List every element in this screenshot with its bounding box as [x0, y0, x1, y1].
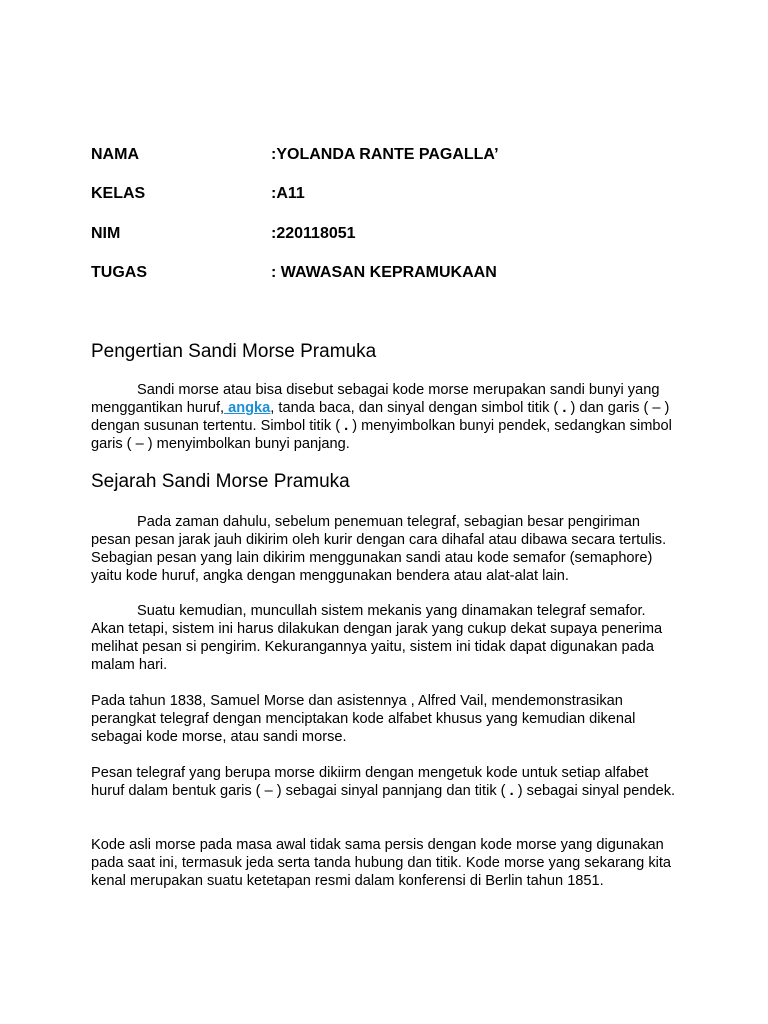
text-run: Pesan telegraf yang berupa morse dikiirm dengan mengetuk kode untuk setiap alfabet huruf dalam bentuk garis ( – ) sebagai sinyal pannjang dan titik (	[91, 765, 649, 799]
identity-label: TUGAS	[91, 264, 147, 281]
identity-row-nim	[91, 224, 691, 244]
text-run: ) dan garis ( – ) dengan susunan tertentu. Simbol titik (	[91, 400, 670, 434]
paragraph-sejarah-2	[91, 602, 681, 674]
section-heading-sejarah: Sejarah Sandi Morse Pramuka	[91, 471, 350, 492]
text-run: , tanda baca, dan sinyal dengan simbol titik (	[270, 400, 563, 416]
identity-row-nama	[91, 145, 691, 165]
identity-label: NIM	[91, 225, 121, 242]
text-run: Sandi morse atau bisa disebut sebagai kode morse merupakan sandi bunyi yang menggantikan huruf,	[91, 382, 660, 416]
identity-value: :YOLANDA RANTE PAGALLA’	[271, 146, 499, 163]
identity-row-tugas	[91, 263, 691, 283]
text-run: Pada zaman dahulu, sebelum penemuan telegraf, sebagian besar pengiriman pesan pesan jarak jauh dikirim oleh kurir dengan cara dihafal atau dibawa secara tertulis. Sebagian pesan yang lain dikirim menggunakan sandi atau kode semafor (semaphore) yaitu kode huruf, angka dengan menggunakan bendera atau alat-alat lain.	[91, 514, 667, 584]
dot-symbol: .	[344, 418, 349, 434]
identity-value: : WAWASAN KEPRAMUKAAN	[271, 264, 497, 281]
section-heading-pengertian: Pengertian Sandi Morse Pramuka	[91, 341, 377, 362]
link-angka[interactable]: angka	[224, 400, 271, 416]
identity-label: KELAS	[91, 185, 146, 202]
dot-symbol: .	[509, 783, 514, 799]
identity-label: NAMA	[91, 146, 139, 163]
text-run: ) sebagai sinyal pendek.	[513, 783, 676, 799]
identity-value: :220118051	[271, 225, 356, 242]
text-run: ) menyimbolkan bunyi pendek, sedangkan simbol garis ( – ) menyimbolkan bunyi panjang.	[91, 418, 672, 452]
paragraph-pengertian	[91, 381, 681, 453]
identity-value: :A11	[271, 185, 305, 202]
paragraph-sejarah-4	[91, 764, 681, 800]
text-run: Suatu kemudian, muncullah sistem mekanis yang dinamakan telegraf semafor. Akan tetapi, sistem ini harus dilakukan dengan jarak yang cukup dekat supaya penerima melihat pesan si pengirim. Kekurangannya yaitu, sistem ini tidak dapat digunakan pada malam hari.	[91, 603, 663, 673]
paragraph-sejarah-3: Pada tahun 1838, Samuel Morse dan asistennya , Alfred Vail, mendemonstrasikan perangkat telegraf dengan menciptakan kode alfabet khusus yang kemudian dikenal sebagai kode morse, atau sandi morse.	[91, 693, 636, 745]
paragraph-sejarah-5: Kode asli morse pada masa awal tidak sama persis dengan kode morse yang digunakan pada saat ini, termasuk jeda serta tanda hubung dan titik. Kode morse yang sekarang kita kenal merupakan suatu ketetapan resmi dalam konferensi di Berlin tahun 1851.	[91, 837, 672, 889]
identity-row-kelas	[91, 184, 691, 204]
paragraph-sejarah-1	[91, 513, 681, 585]
dot-symbol: .	[562, 400, 567, 416]
